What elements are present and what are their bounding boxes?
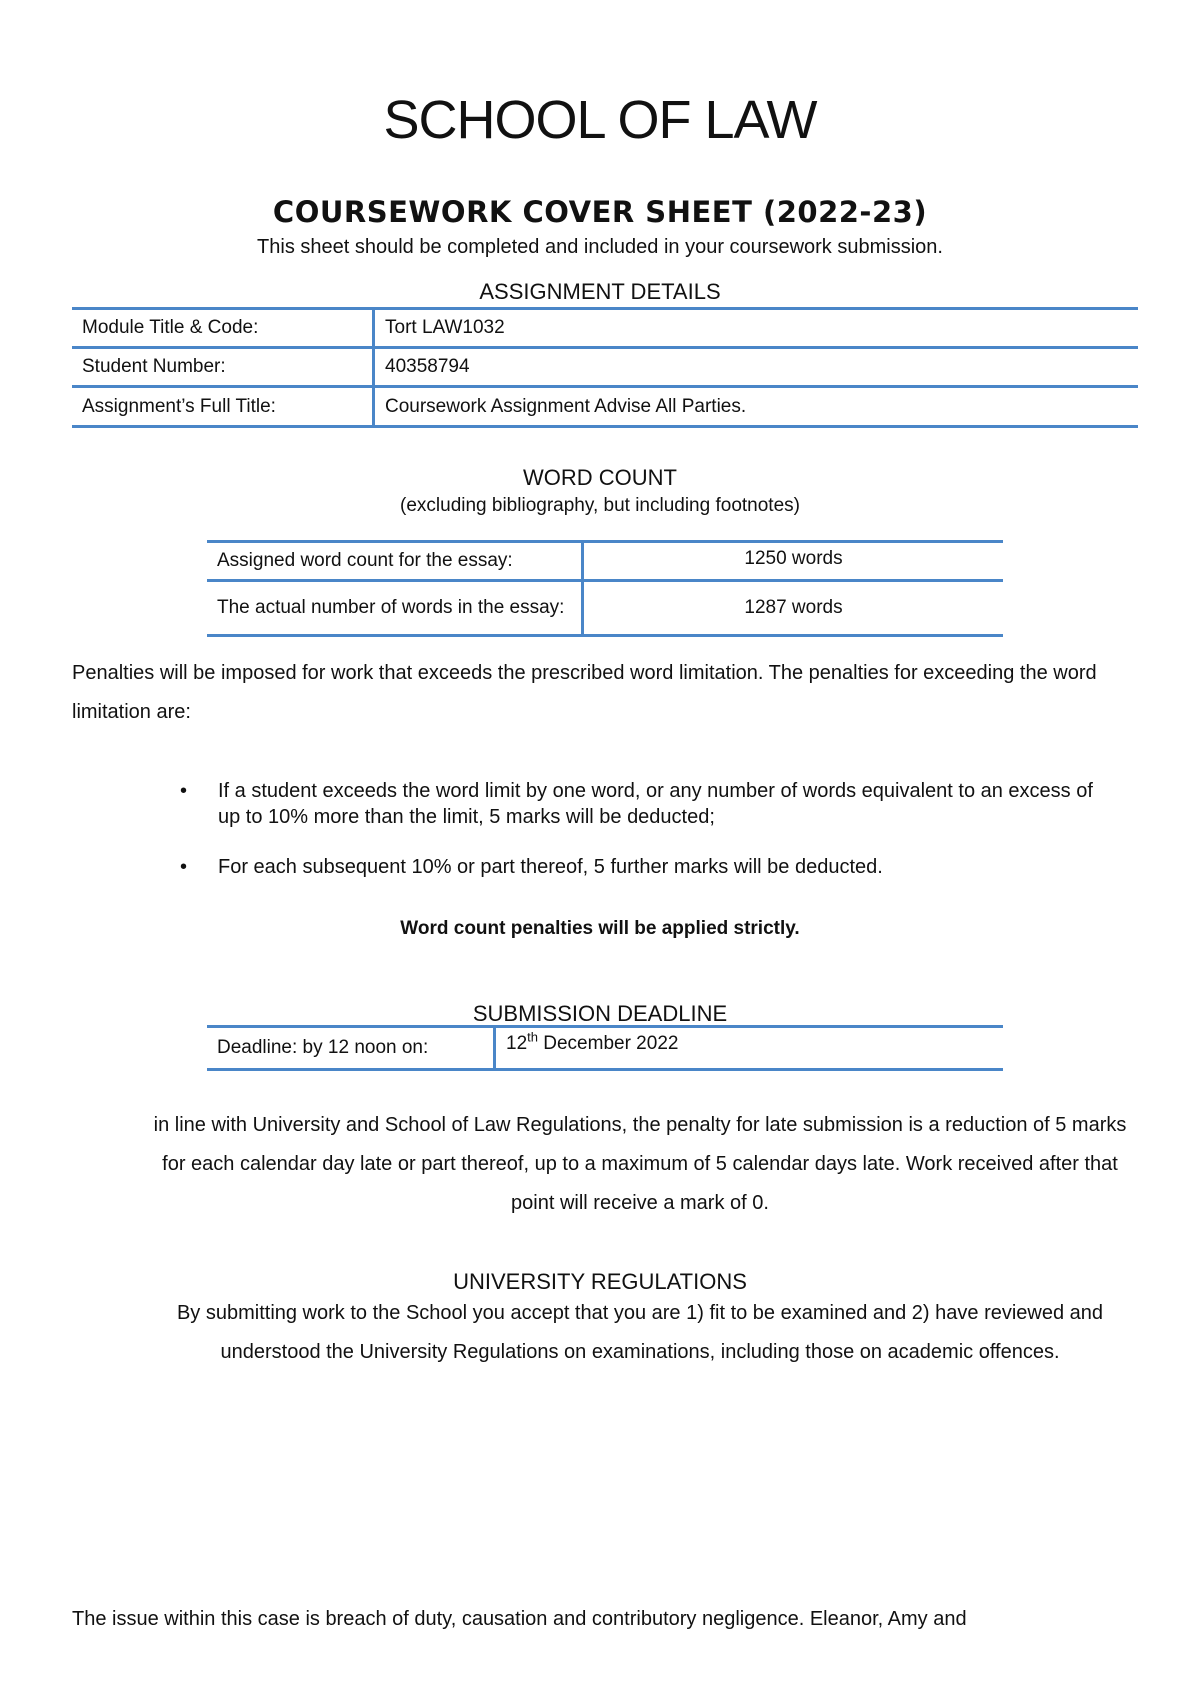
table-row [207, 542, 1003, 581]
penalty-list [180, 778, 1110, 904]
intro-text: This sheet should be completed and included in your coursework submission. [257, 236, 943, 258]
word-count-table [207, 540, 1003, 637]
cover-sheet-title: COURSEWORK COVER SHEET (2022-23) [272, 195, 928, 229]
word-count-heading: WORD COUNT [523, 465, 677, 490]
bullet-icon: • [180, 856, 188, 878]
word-count-subheading: (excluding bibliography, but including footnotes) [400, 495, 800, 516]
submission-deadline-heading: SUBMISSION DEADLINE [472, 1001, 728, 1026]
late-submission-text: in line with University and School of Law Regulations, the penalty for late submission is a reduction of 5 marks for each calendar day late or part thereof, up to a maximum of 5 calendar days late. Work received after that point will receive a mark of 0. [153, 1114, 1127, 1214]
deadline-month-year: December 2022 [537, 1033, 679, 1054]
penalty-item-text: If a student exceeds the word limit by one word, or any number of words equivalent to an excess of up to 10% more than the limit, 5 marks will be deducted; [218, 780, 1093, 828]
student-number-value: 40358794 [374, 348, 1139, 387]
penalty-intro-paragraph: Penalties will be imposed for work that exceeds the prescribed word limitation. The penalties for exceeding the word limitation are: [72, 662, 1097, 723]
assignment-title-label: Assignment’s Full Title: [72, 387, 374, 427]
assignment-details-heading: ASSIGNMENT DETAILS [479, 279, 721, 304]
deadline-day: 12 [506, 1033, 528, 1054]
module-title-value: Tort LAW1032 [374, 309, 1139, 348]
actual-word-count-label: The actual number of words in the essay: [207, 581, 583, 636]
university-regulations-text: By submitting work to the School you accept that you are 1) fit to be examined and 2) have reviewed and understood the University Regulations on examinations, including those on academic offences. [176, 1302, 1104, 1363]
assigned-word-count-value: 1250 words [583, 542, 1004, 581]
university-regulations-heading: UNIVERSITY REGULATIONS [453, 1269, 747, 1294]
deadline-day-suffix: th [527, 1029, 538, 1045]
assignment-title-value: Coursework Assignment Advise All Parties. [374, 387, 1139, 427]
deadline-value [495, 1027, 1004, 1070]
table-row [207, 1027, 1003, 1070]
student-number-label: Student Number: [72, 348, 374, 387]
actual-word-count-value: 1287 words [583, 581, 1004, 636]
strict-penalty-note: Word count penalties will be applied strictly. [400, 918, 800, 939]
assigned-word-count-label: Assigned word count for the essay: [207, 542, 583, 581]
deadline-label: Deadline: by 12 noon on: [207, 1027, 495, 1070]
school-name: SCHOOL OF LAW [383, 90, 817, 150]
essay-body-start: The issue within this case is breach of duty, causation and contributory negligence. Eleanor, Amy and [72, 1608, 967, 1630]
table-row [207, 581, 1003, 636]
bullet-icon: • [180, 780, 188, 802]
penalty-item-text: For each subsequent 10% or part thereof, 5 further marks will be deducted. [218, 856, 883, 878]
table-row [72, 309, 1138, 348]
deadline-table [207, 1025, 1003, 1071]
module-title-label: Module Title & Code: [72, 309, 374, 348]
table-row [72, 348, 1138, 387]
assignment-details-table [72, 307, 1138, 428]
list-item [180, 854, 1110, 880]
table-row [72, 387, 1138, 427]
list-item [180, 778, 1110, 830]
